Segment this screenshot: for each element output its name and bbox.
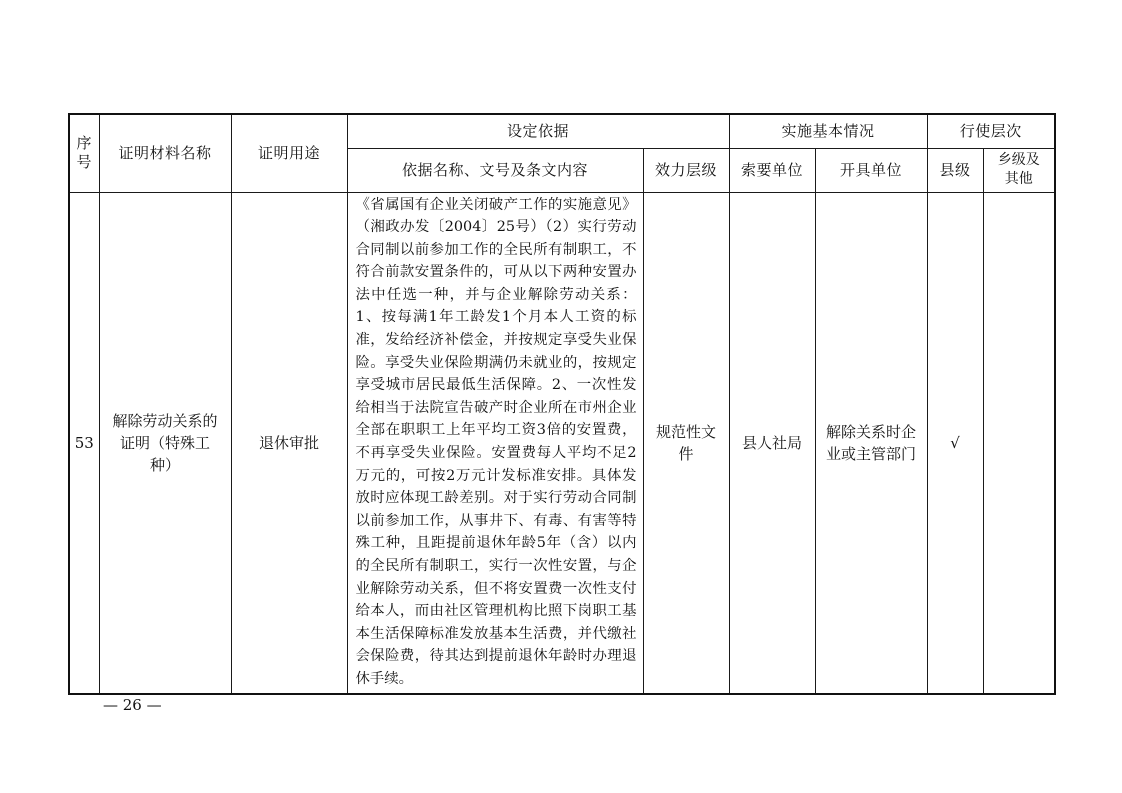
- table-row: [69, 192, 1055, 694]
- row-township: [983, 192, 1055, 694]
- row-basis-level: 规范性文件: [643, 192, 729, 694]
- row-material-name: 解除劳动关系的证明（特殊工种）: [99, 192, 231, 694]
- header-basis-text: 依据名称、文号及条文内容: [347, 148, 643, 192]
- header-material-name: 证明材料名称: [99, 114, 231, 192]
- row-purpose: 退休审批: [231, 192, 347, 694]
- header-implementation-group: 实施基本情况: [729, 114, 927, 148]
- header-row-1: [69, 114, 1055, 148]
- row-seq: 53: [69, 192, 99, 694]
- header-seq: 序号: [69, 114, 99, 192]
- header-requester: 索要单位: [729, 148, 815, 192]
- header-township: 乡级及其他: [983, 148, 1055, 192]
- certificate-table: [68, 113, 1056, 695]
- row-basis-cell: [347, 192, 643, 694]
- page-number: — 26 —: [103, 696, 162, 714]
- header-basis-level: 效力层级: [643, 148, 729, 192]
- header-purpose: 证明用途: [231, 114, 347, 192]
- header-county: 县级: [927, 148, 983, 192]
- row-requester: 县人社局: [729, 192, 815, 694]
- row-county-check: √: [927, 192, 983, 694]
- row-basis-text: 《省属国有企业关闭破产工作的实施意见》（湘政办发〔2004〕25号）（2）实行劳动合同制以前参加工作的全民所有制职工，不符合前款安置条件的，可从以下两种安置办法中任选一种，并与企业解除劳动关系：1、按每满1年工龄发1个月本人工资的标准，发给经济补偿金，并按规定享受失业保险。享受失业保险期满仍未就业的，按规定享受城市居民最低生活保障。2、一次性发给相当于法院宣告破产时企业所在市州企业全部在职职工上年平均工资3倍的安置费，不再享受失业保险。安置费每人平均不足2万元的，可按2万元计发标准安排。具体发放时应体现工龄差别。对于实行劳动合同制以前参加工作，从事井下、有毒、有害等特殊工种，且距提前退休年龄5年（含）以内的全民所有制职工，实行一次性安置，与企业解除劳动关系，但不将安置费一次性支付给本人，而由社区管理机构比照下岗职工基本生活保障标准发放基本生活费，并代缴社会保险费，待其达到提前退休年龄时办理退休手续。: [355, 196, 637, 687]
- header-level-group: 行使层次: [927, 114, 1055, 148]
- header-issuer: 开具单位: [815, 148, 927, 192]
- header-basis-group: 设定依据: [347, 114, 729, 148]
- row-issuer: 解除关系时企业或主管部门: [815, 192, 927, 694]
